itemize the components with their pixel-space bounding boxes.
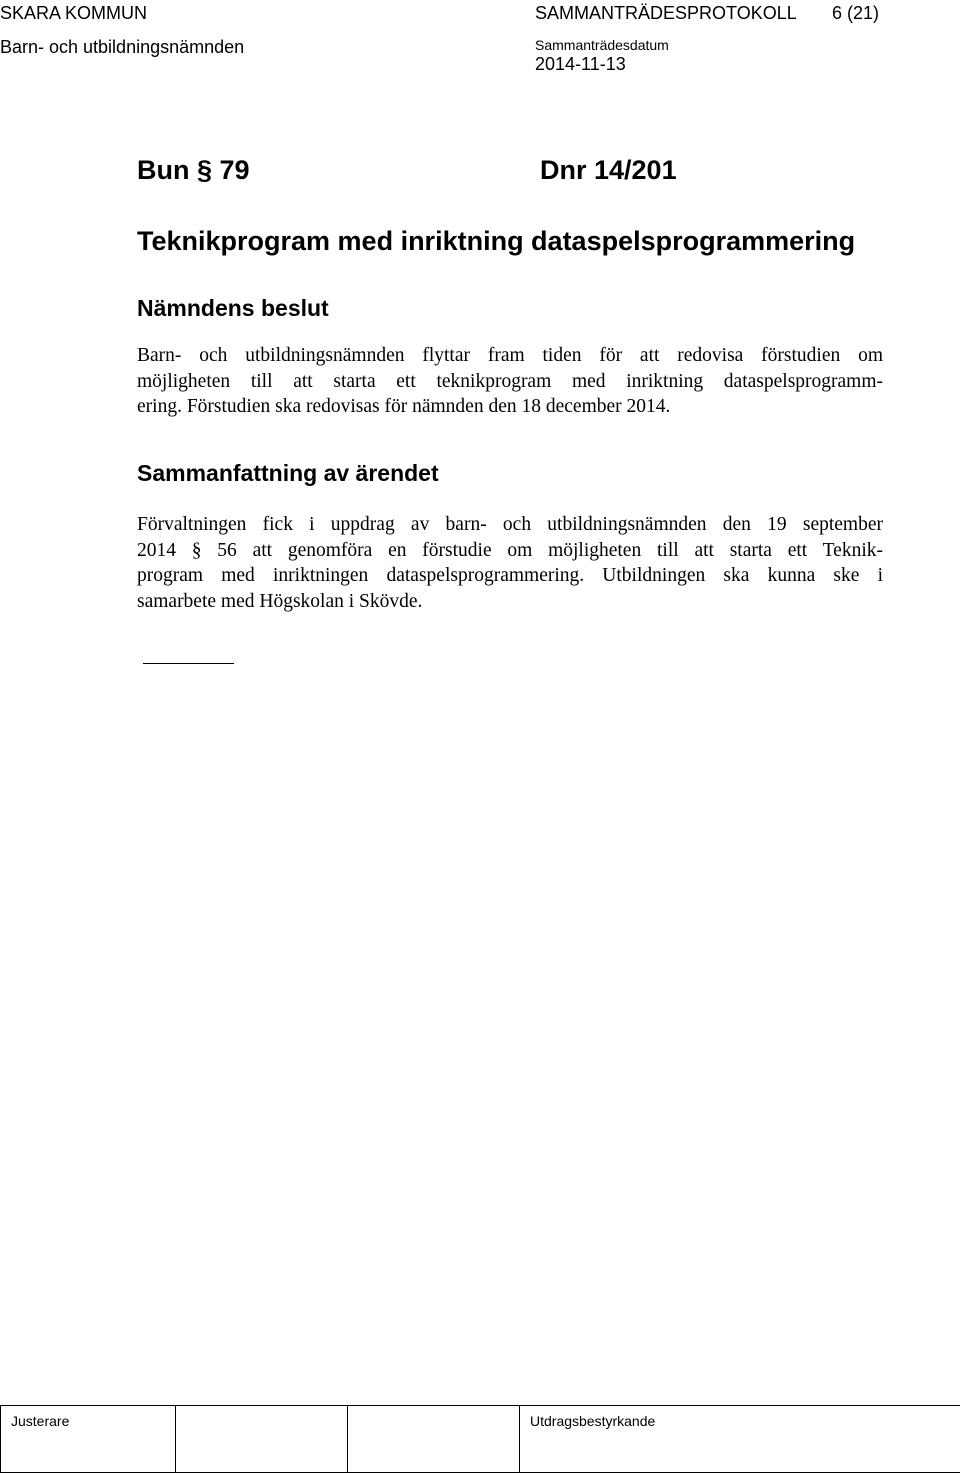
- decision-line: Barn- och utbildningsnämnden flyttar fram tiden för att redovisa förstudien om: [137, 345, 883, 366]
- justerare-signature-cell-2: [176, 1406, 348, 1473]
- meeting-date: 2014-11-13: [535, 54, 626, 74]
- decision-heading: Nämndens beslut: [137, 295, 329, 321]
- summary-line: Förvaltningen fick i uppdrag av barn- och utbildningsnämnden den 19 september: [137, 514, 883, 535]
- committee-name: Barn- och utbildningsnämnden: [0, 37, 245, 57]
- case-dnr: Dnr 14/201: [540, 155, 677, 185]
- page-number: 6 (21): [832, 3, 880, 23]
- justerare-signature-cell-3: [348, 1406, 520, 1473]
- org-name: SKARA KOMMUN: [0, 3, 148, 23]
- summary-line: samarbete med Högskolan i Skövde.: [137, 590, 423, 612]
- case-number: Bun § 79: [137, 155, 250, 185]
- decision-line: ering. Förstudien ska redovisas för nämnden den 18 december 2014.: [137, 396, 671, 417]
- decision-line: möjligheten till att starta ett teknikprogram med inriktning dataspelsprogramm-: [137, 370, 883, 392]
- section-end-divider: [143, 663, 234, 664]
- document-type: SAMMANTRÄDESPROTOKOLL: [535, 3, 797, 23]
- utdrag-label: Utdragsbestyrkande: [530, 1413, 656, 1429]
- summary-line: 2014 § 56 att genomföra en förstudie om möjligheten till att starta ett Teknik-: [137, 539, 883, 561]
- utdrag-cell: [520, 1406, 960, 1473]
- meeting-date-label: Sammanträdesdatum: [535, 37, 669, 53]
- summary-line: program med inriktningen dataspelsprogrammering. Utbildningen ska kunna ske i: [137, 565, 883, 586]
- signature-table: [0, 1405, 960, 1473]
- summary-heading: Sammanfattning av ärendet: [137, 460, 439, 486]
- justerare-label: Justerare: [11, 1413, 70, 1429]
- justerare-cell: [1, 1406, 176, 1473]
- case-title: Teknikprogram med inriktning dataspelsprogrammering: [137, 226, 856, 256]
- summary-text: [137, 512, 883, 614]
- decision-text: [137, 343, 883, 420]
